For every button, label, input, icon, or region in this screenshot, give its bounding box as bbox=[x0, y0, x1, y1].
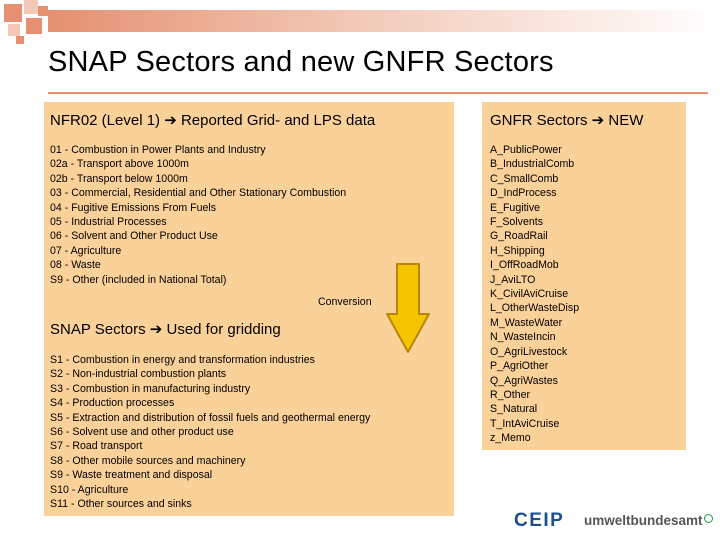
umweltbundesamt-logo-text: umweltbundesamt bbox=[584, 513, 703, 528]
header-bar bbox=[48, 10, 720, 32]
list-item: I_OffRoadMob bbox=[490, 259, 559, 272]
list-item: 07 - Agriculture bbox=[50, 244, 122, 257]
list-item: S4 - Production processes bbox=[50, 397, 175, 410]
list-item: S7 - Road transport bbox=[50, 440, 143, 453]
list-item: L_OtherWasteDisp bbox=[490, 302, 580, 315]
list-item: 04 - Fugitive Emissions From Fuels bbox=[50, 201, 217, 214]
list-item: S9 - Other (included in National Total) bbox=[50, 273, 227, 286]
list-item: R_Other bbox=[490, 388, 531, 401]
slide-title: SNAP Sectors and new GNFR Sectors bbox=[48, 46, 554, 78]
list-item: G_RoadRail bbox=[490, 230, 548, 243]
ceip-logo: CEIP bbox=[514, 510, 565, 531]
decor-square bbox=[16, 36, 24, 44]
umweltbundesamt-logo bbox=[584, 513, 713, 528]
list-item: H_Shipping bbox=[490, 244, 545, 257]
list-item: O_AgriLivestock bbox=[490, 345, 568, 358]
gnfr-panel bbox=[482, 102, 686, 450]
list-item: S_Natural bbox=[490, 403, 538, 416]
list-item: C_SmallComb bbox=[490, 172, 559, 185]
nfr-heading: NFR02 (Level 1) ➔ Reported Grid- and LPS data bbox=[50, 112, 376, 129]
snap-list bbox=[50, 353, 370, 511]
list-item: 02a - Transport above 1000m bbox=[50, 158, 189, 171]
gnfr-heading: GNFR Sectors ➔ NEW bbox=[490, 112, 644, 129]
list-item: Q_AgriWastes bbox=[490, 374, 558, 387]
nfr-list bbox=[50, 143, 346, 287]
decor-square bbox=[38, 6, 48, 16]
title-underline bbox=[48, 92, 708, 94]
list-item: J_AviLTO bbox=[490, 273, 536, 286]
list-item: T_IntAviCruise bbox=[490, 417, 560, 430]
list-item: S3 - Combustion in manufacturing industry bbox=[50, 382, 251, 395]
list-item: S10 - Agriculture bbox=[50, 483, 129, 496]
list-item: S9 - Waste treatment and disposal bbox=[50, 469, 213, 482]
list-item: D_IndProcess bbox=[490, 187, 557, 200]
snap-heading: SNAP Sectors ➔ Used for gridding bbox=[50, 321, 281, 338]
list-item: M_WasteWater bbox=[490, 316, 563, 329]
list-item: S1 - Combustion in energy and transformation industries bbox=[50, 354, 315, 366]
list-item: E_Fugitive bbox=[490, 201, 541, 214]
list-item: A_PublicPower bbox=[490, 144, 562, 156]
list-item: S11 - Other sources and sinks bbox=[50, 498, 192, 511]
decor-square bbox=[24, 0, 38, 14]
decor-square bbox=[26, 18, 42, 34]
decor-square bbox=[4, 4, 22, 22]
list-item: z_Memo bbox=[490, 432, 531, 445]
down-arrow-icon bbox=[385, 262, 431, 354]
gnfr-list bbox=[490, 143, 579, 446]
list-item: B_IndustrialComb bbox=[490, 158, 575, 171]
list-item: S5 - Extraction and distribution of fossil fuels and geothermal energy bbox=[50, 411, 371, 424]
decor-square bbox=[8, 24, 20, 36]
list-item: K_CivilAviCruise bbox=[490, 288, 569, 301]
list-item: 03 - Commercial, Residential and Other Stationary Combustion bbox=[50, 187, 347, 200]
list-item: 08 - Waste bbox=[50, 259, 101, 272]
list-item: S6 - Solvent use and other product use bbox=[50, 426, 234, 439]
list-item: N_WasteIncin bbox=[490, 331, 556, 344]
list-item: F_Solvents bbox=[490, 216, 543, 229]
list-item: S8 - Other mobile sources and machinery bbox=[50, 454, 246, 467]
list-item: S2 - Non-industrial combustion plants bbox=[50, 368, 227, 381]
list-item: P_AgriOther bbox=[490, 360, 549, 373]
registered-mark-icon bbox=[704, 514, 713, 523]
list-item: 01 - Combustion in Power Plants and Industry bbox=[50, 144, 266, 156]
list-item: 05 - Industrial Processes bbox=[50, 216, 167, 229]
list-item: 02b - Transport below 1000m bbox=[50, 172, 188, 185]
conversion-label: Conversion bbox=[318, 296, 372, 308]
list-item: 06 - Solvent and Other Product Use bbox=[50, 230, 218, 243]
